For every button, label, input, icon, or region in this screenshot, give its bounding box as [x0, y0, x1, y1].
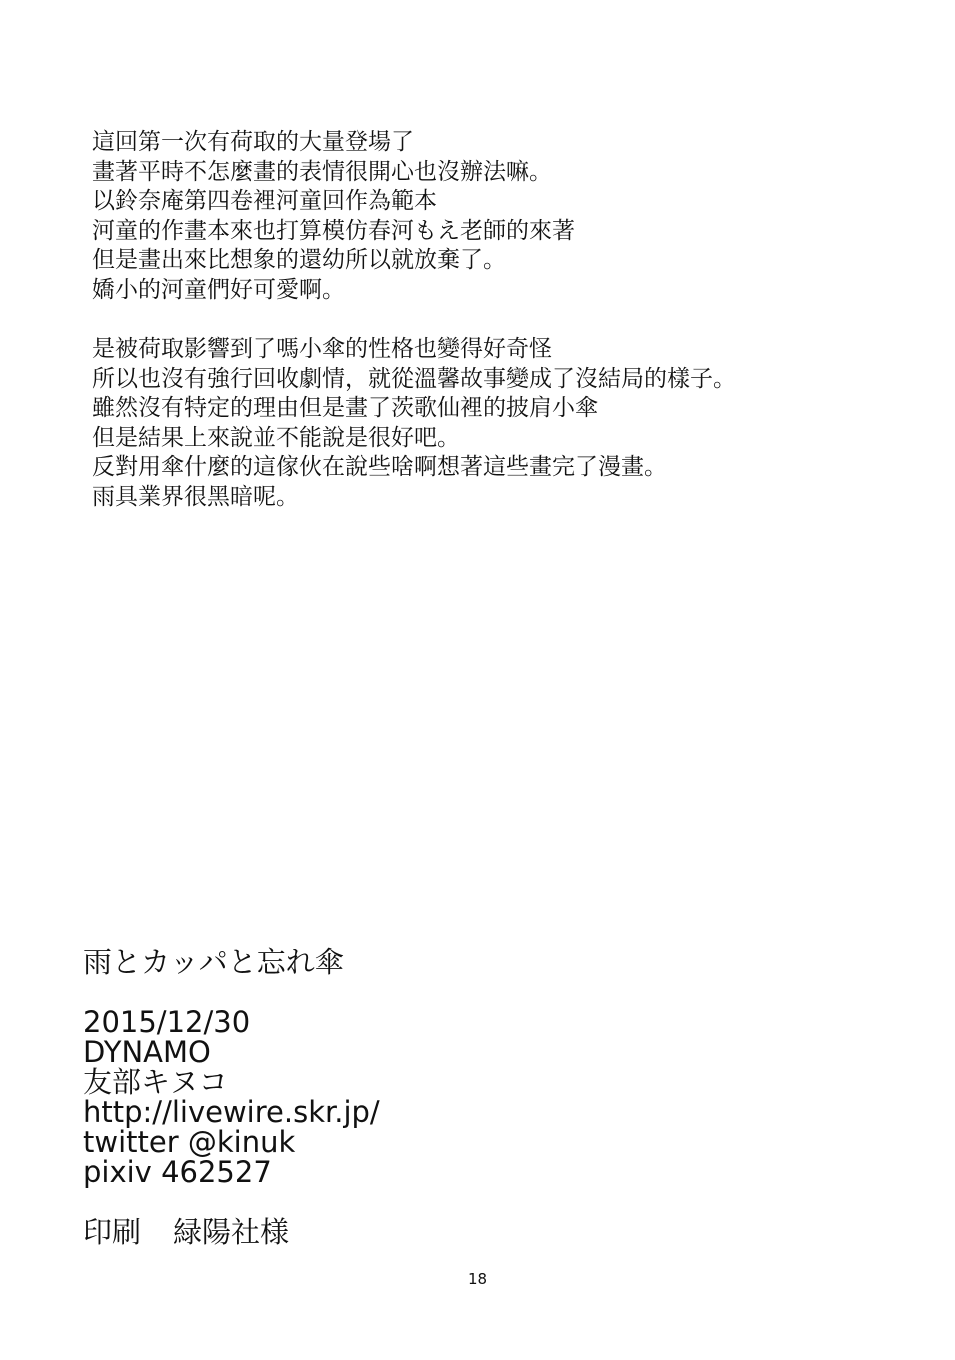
text-line: 是被荷取影響到了嗎小傘的性格也變得好奇怪: [92, 336, 552, 362]
book-title: 雨とカッパと忘れ傘: [83, 945, 344, 979]
printer-name: 緑陽社様: [173, 1215, 290, 1249]
text-line: 以鈴奈庵第四卷裡河童回作為範本: [92, 188, 437, 214]
pixiv-id: pixiv 462527: [83, 1155, 272, 1189]
text-line: 這回第一次有荷取的大量登場了: [92, 129, 414, 155]
text-line: 但是結果上來說並不能說是很好吧。: [92, 424, 460, 451]
publication-date: 2015/12/30: [83, 1005, 251, 1039]
text-line: 雨具業界很黑暗呢。: [92, 483, 299, 510]
page-number: 18: [467, 1270, 488, 1288]
afterword-paragraph-1: [92, 128, 872, 305]
text-line: 嬌小的河童們好可愛啊。: [92, 276, 345, 303]
circle-name: DYNAMO: [83, 1035, 211, 1069]
afterword-paragraph-2: [92, 335, 872, 512]
website-url: http://livewire.skr.jp/: [83, 1095, 380, 1129]
author-name: 友部キヌコ: [83, 1065, 228, 1099]
printer-label: 印刷: [83, 1215, 142, 1249]
colophon: [83, 944, 783, 1249]
twitter-handle: twitter @kinuk: [83, 1125, 296, 1159]
text-line: 河童的作畫本來也打算模仿春河もえ老師的來著: [92, 217, 575, 244]
text-line: 但是畫出來比想象的還幼所以就放棄了。: [92, 247, 506, 273]
printer-credit: [83, 1215, 783, 1249]
text-line: 反對用傘什麼的這傢伙在說些啥啊想著這些畫完了漫畫。: [92, 454, 667, 480]
text-line: 所以也沒有強行回收劇情，就從溫馨故事變成了沒結局的樣子。: [92, 365, 736, 392]
afterword-text: [92, 128, 872, 512]
text-line: 畫著平時不怎麼畫的表情很開心也沒辦法嘛。: [92, 158, 552, 185]
text-line: 雖然沒有特定的理由但是畫了茨歌仙裡的披肩小傘: [92, 395, 598, 421]
publication-info: [83, 1007, 783, 1187]
